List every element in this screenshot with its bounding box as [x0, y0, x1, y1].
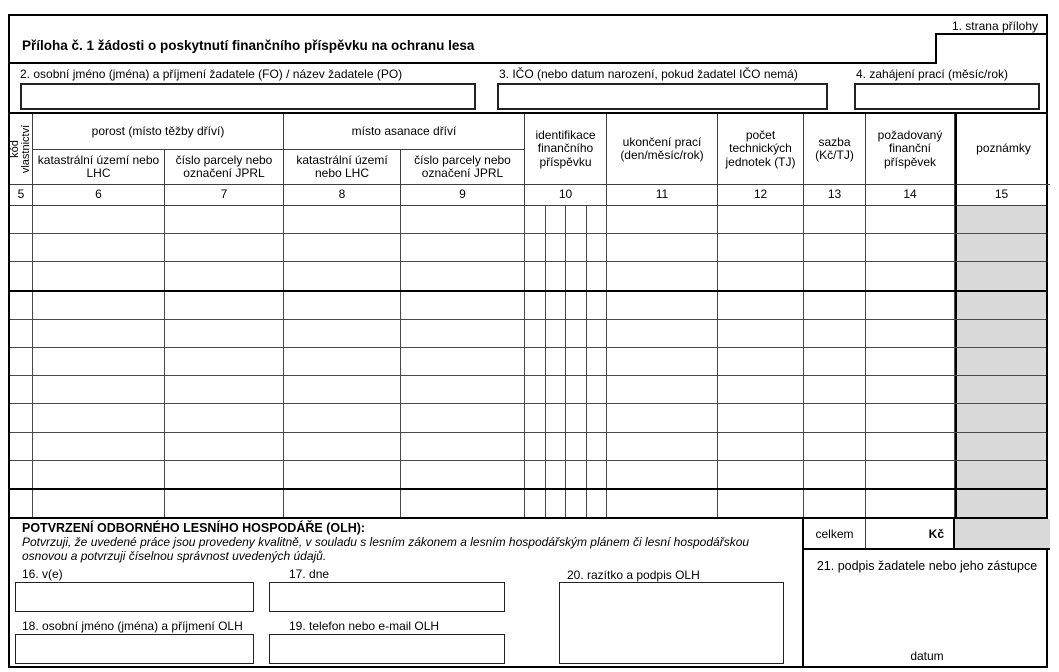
- table-cell[interactable]: [587, 433, 608, 460]
- table-cell[interactable]: [401, 206, 525, 233]
- table-cell[interactable]: [607, 292, 718, 319]
- table-cell[interactable]: [804, 490, 866, 517]
- table-cell[interactable]: [165, 292, 284, 319]
- form-page: [8, 14, 1048, 668]
- table-row: [10, 234, 1046, 262]
- header-group-porost: porost (místo těžby dříví): [33, 114, 284, 150]
- table-cell[interactable]: [546, 234, 567, 261]
- table-cell[interactable]: [587, 206, 608, 233]
- col-number: 10: [525, 185, 607, 206]
- table-cell[interactable]: [587, 490, 608, 517]
- table-cell[interactable]: [401, 433, 525, 460]
- table-cell[interactable]: [546, 320, 567, 347]
- olh-contact-field[interactable]: [269, 634, 505, 664]
- table-cell[interactable]: [718, 348, 804, 375]
- header-col11-ukonceni: ukončení prací (den/měsíc/rok): [607, 114, 718, 185]
- totals-currency-label: Kč: [866, 519, 955, 548]
- table-cell[interactable]: [607, 320, 718, 347]
- table-cell[interactable]: [401, 490, 525, 517]
- table-cell[interactable]: [546, 490, 567, 517]
- table-cell[interactable]: [566, 490, 587, 517]
- table-cell[interactable]: [165, 404, 284, 431]
- table-cell[interactable]: [546, 404, 567, 431]
- table-row: [10, 404, 1046, 432]
- table-cell[interactable]: [284, 348, 401, 375]
- table-cell[interactable]: [284, 206, 401, 233]
- table-cell[interactable]: [607, 433, 718, 460]
- ico-label: 3. IČO (nebo datum narození, pokud žadatel IČO nemá): [499, 67, 798, 81]
- table-cell[interactable]: [33, 433, 165, 460]
- work-start-field[interactable]: [854, 83, 1040, 110]
- table-cell[interactable]: [165, 376, 284, 403]
- table-cell[interactable]: [10, 433, 33, 460]
- table-cell[interactable]: [284, 292, 401, 319]
- table-cell-poznamky: [955, 234, 1046, 261]
- table-cell-poznamky: [955, 292, 1046, 319]
- table-cell[interactable]: [33, 348, 165, 375]
- table-cell[interactable]: [33, 376, 165, 403]
- table-cell[interactable]: [566, 348, 587, 375]
- ico-field[interactable]: [497, 83, 828, 110]
- table-cell[interactable]: [587, 461, 608, 488]
- header-col13-sazba: sazba (Kč/TJ): [804, 114, 866, 185]
- totals-row: [804, 519, 1050, 550]
- table-cell[interactable]: [284, 490, 401, 517]
- col-number: 12: [718, 185, 804, 206]
- table-cell[interactable]: [804, 376, 866, 403]
- table-cell[interactable]: [401, 262, 525, 289]
- table-cell[interactable]: [165, 461, 284, 488]
- table-cell[interactable]: [546, 461, 567, 488]
- applicant-section: [10, 64, 1046, 114]
- table-row: [10, 461, 1046, 490]
- table-cell[interactable]: [866, 292, 955, 319]
- col-number: 6: [33, 185, 165, 206]
- table-cell[interactable]: [718, 461, 804, 488]
- header-col7-parcela: číslo parcely nebo označení JPRL: [165, 150, 284, 185]
- table-cell[interactable]: [587, 292, 608, 319]
- table-cell[interactable]: [587, 404, 608, 431]
- olh-heading: POTVRZENÍ ODBORNÉHO LESNÍHO HOSPODÁŘE (OLH):: [22, 521, 366, 535]
- table-cell[interactable]: [587, 234, 608, 261]
- header-group-asanace: místo asanace dříví: [284, 114, 525, 150]
- table-cell[interactable]: [718, 234, 804, 261]
- table-cell[interactable]: [10, 461, 33, 488]
- table-row: [10, 490, 1046, 517]
- table-cell[interactable]: [525, 461, 546, 488]
- table-cell[interactable]: [525, 262, 546, 289]
- table-cell[interactable]: [165, 433, 284, 460]
- stamp-signature-field[interactable]: [559, 582, 784, 664]
- table-cell[interactable]: [284, 461, 401, 488]
- table-cell[interactable]: [804, 292, 866, 319]
- table-cell[interactable]: [566, 292, 587, 319]
- place-field[interactable]: [15, 582, 254, 612]
- table-cell[interactable]: [525, 490, 546, 517]
- table-cell[interactable]: [525, 320, 546, 347]
- table-row: [10, 348, 1046, 376]
- table-row: [10, 320, 1046, 348]
- table-cell[interactable]: [718, 206, 804, 233]
- table-cell[interactable]: [566, 376, 587, 403]
- table-cell[interactable]: [718, 490, 804, 517]
- table-cell[interactable]: [10, 262, 33, 289]
- col-number: 8: [284, 185, 401, 206]
- table-cell[interactable]: [607, 490, 718, 517]
- header-col9-parcela: číslo parcely nebo označení JPRL: [401, 150, 525, 185]
- table-cell[interactable]: [546, 262, 567, 289]
- col-number: 14: [866, 185, 955, 206]
- table-cell[interactable]: [718, 433, 804, 460]
- col-number: 5: [10, 185, 33, 206]
- table-cell[interactable]: [718, 262, 804, 289]
- applicant-name-label: 2. osobní jméno (jména) a příjmení žadatele (FO) / název žadatele (PO): [20, 67, 403, 81]
- col-number: 15: [955, 185, 1046, 206]
- table-row: [10, 206, 1046, 234]
- header-col14-prispevek: požadovaný finanční příspěvek: [866, 114, 955, 185]
- table-cell[interactable]: [165, 262, 284, 289]
- table-cell-poznamky: [955, 262, 1046, 289]
- olh-statement: Potvrzuji, že uvedené práce jsou provedeny kvalitně, v souladu s lesním zákonem a lesním hospodářským plánem či lesní hospodářskou osnovou a potvrzuji číselnou správnost uvedených údajů.: [22, 535, 750, 563]
- table-cell[interactable]: [866, 404, 955, 431]
- stamp-signature-label: 20. razítko a podpis OLH: [567, 568, 700, 582]
- date-label: 17. dne: [289, 567, 330, 581]
- table-cell[interactable]: [33, 234, 165, 261]
- table-cell[interactable]: [525, 376, 546, 403]
- table-row: [10, 433, 1046, 461]
- table-cell-poznamky: [955, 376, 1046, 403]
- table-cell[interactable]: [866, 376, 955, 403]
- table-cell[interactable]: [284, 376, 401, 403]
- header-col6-katastr: katastrální území nebo LHC: [33, 150, 165, 185]
- table-cell[interactable]: [587, 348, 608, 375]
- table-cell[interactable]: [33, 490, 165, 517]
- table-cell[interactable]: [866, 206, 955, 233]
- table-cell[interactable]: [525, 404, 546, 431]
- table-cell[interactable]: [866, 262, 955, 289]
- table-cell[interactable]: [10, 348, 33, 375]
- place-label: 16. v(e): [22, 567, 63, 581]
- table-cell-poznamky: [955, 490, 1046, 517]
- table-cell-poznamky: [955, 320, 1046, 347]
- table-cell[interactable]: [566, 206, 587, 233]
- title-section: [10, 16, 1046, 64]
- table-cell[interactable]: [165, 320, 284, 347]
- table-cell[interactable]: [718, 376, 804, 403]
- olh-name-label: 18. osobní jméno (jména) a příjmení OLH: [22, 619, 243, 633]
- table-cell[interactable]: [401, 376, 525, 403]
- col-number: 7: [165, 185, 284, 206]
- table-cell[interactable]: [525, 348, 546, 375]
- table-cell[interactable]: [401, 320, 525, 347]
- table-cell[interactable]: [866, 433, 955, 460]
- table-cell[interactable]: [607, 404, 718, 431]
- table-cell[interactable]: [866, 348, 955, 375]
- header-ownership-code: kód vlastnictví: [10, 114, 33, 185]
- table-cell[interactable]: [401, 404, 525, 431]
- table-cell[interactable]: [525, 234, 546, 261]
- table-cell[interactable]: [284, 320, 401, 347]
- table-cell[interactable]: [284, 262, 401, 289]
- table-cell[interactable]: [284, 404, 401, 431]
- table-cell[interactable]: [587, 262, 608, 289]
- date-field[interactable]: [269, 582, 505, 612]
- table-cell[interactable]: [866, 234, 955, 261]
- totals-shaded-cell: [955, 519, 1050, 548]
- table-cell[interactable]: [587, 320, 608, 347]
- table-cell[interactable]: [804, 461, 866, 488]
- page-number-field[interactable]: [935, 33, 1046, 64]
- table-cell[interactable]: [566, 262, 587, 289]
- table-cell[interactable]: [10, 404, 33, 431]
- table-cell[interactable]: [165, 490, 284, 517]
- table-cell[interactable]: [401, 234, 525, 261]
- table-cell[interactable]: [718, 404, 804, 431]
- table-cell-poznamky: [955, 433, 1046, 460]
- table-cell[interactable]: [607, 461, 718, 488]
- table-body: [10, 206, 1046, 517]
- table-cell[interactable]: [804, 348, 866, 375]
- table-cell[interactable]: [566, 461, 587, 488]
- table-cell[interactable]: [607, 376, 718, 403]
- table-cell[interactable]: [33, 404, 165, 431]
- table-cell[interactable]: [165, 206, 284, 233]
- header-col12-jednotky: počet technických jednotek (TJ): [718, 114, 804, 185]
- table-cell[interactable]: [33, 320, 165, 347]
- table-cell[interactable]: [607, 234, 718, 261]
- olh-name-field[interactable]: [15, 634, 254, 664]
- header-col15-poznamky: poznámky: [955, 114, 1050, 185]
- table-cell[interactable]: [566, 404, 587, 431]
- page-number-label: 1. strana přílohy: [951, 19, 1038, 33]
- table-cell-poznamky: [955, 404, 1046, 431]
- table-cell[interactable]: [401, 292, 525, 319]
- table-cell[interactable]: [866, 490, 955, 517]
- table-cell[interactable]: [566, 234, 587, 261]
- table-cell[interactable]: [10, 376, 33, 403]
- table-cell[interactable]: [10, 206, 33, 233]
- table-cell[interactable]: [866, 461, 955, 488]
- table-cell[interactable]: [607, 348, 718, 375]
- table-row: [10, 376, 1046, 404]
- table-cell-poznamky: [955, 206, 1046, 233]
- table-cell[interactable]: [587, 376, 608, 403]
- table-cell[interactable]: [525, 433, 546, 460]
- table-cell[interactable]: [718, 320, 804, 347]
- table-cell[interactable]: [718, 292, 804, 319]
- col-number: 11: [607, 185, 718, 206]
- table-row: [10, 292, 1046, 320]
- table-cell[interactable]: [566, 320, 587, 347]
- table-cell[interactable]: [546, 433, 567, 460]
- table-cell[interactable]: [607, 262, 718, 289]
- table-cell[interactable]: [10, 490, 33, 517]
- table-cell[interactable]: [165, 348, 284, 375]
- table-cell[interactable]: [165, 234, 284, 261]
- column-numbers-row: [10, 185, 1046, 206]
- table-cell[interactable]: [566, 433, 587, 460]
- olh-contact-label: 19. telefon nebo e-mail OLH: [289, 619, 440, 633]
- applicant-signature-label: 21. podpis žadatele nebo jeho zástupce: [816, 559, 1038, 573]
- table-cell[interactable]: [33, 461, 165, 488]
- table-cell[interactable]: [804, 404, 866, 431]
- col-number: 9: [401, 185, 525, 206]
- olh-section: [10, 519, 804, 668]
- totals-celkem-label: celkem: [804, 519, 866, 548]
- page-title: Příloha č. 1 žádosti o poskytnutí finančního příspěvku na ochranu lesa: [22, 38, 475, 53]
- table-cell[interactable]: [401, 348, 525, 375]
- table-cell[interactable]: [401, 461, 525, 488]
- table-cell[interactable]: [546, 376, 567, 403]
- table-cell[interactable]: [804, 433, 866, 460]
- table-cell[interactable]: [33, 262, 165, 289]
- table-cell[interactable]: [804, 234, 866, 261]
- table-cell[interactable]: [10, 320, 33, 347]
- table-cell[interactable]: [866, 320, 955, 347]
- table-cell[interactable]: [804, 262, 866, 289]
- table-cell[interactable]: [546, 292, 567, 319]
- table-cell[interactable]: [33, 206, 165, 233]
- table-cell-poznamky: [955, 461, 1046, 488]
- table-cell[interactable]: [10, 292, 33, 319]
- table-cell[interactable]: [33, 292, 165, 319]
- table-row: [10, 262, 1046, 291]
- datum-label: datum: [910, 649, 944, 663]
- applicant-signature-section[interactable]: [804, 550, 1050, 668]
- table-cell[interactable]: [284, 234, 401, 261]
- table-cell[interactable]: [804, 206, 866, 233]
- table-cell[interactable]: [525, 206, 546, 233]
- table-cell[interactable]: [546, 348, 567, 375]
- table-cell[interactable]: [284, 433, 401, 460]
- header-col10-identifikace: identifikace finančního příspěvku: [525, 114, 607, 185]
- work-start-label: 4. zahájení prací (měsíc/rok): [856, 67, 1009, 81]
- applicant-name-field[interactable]: [20, 83, 476, 110]
- table-cell[interactable]: [546, 206, 567, 233]
- table-cell-poznamky: [955, 348, 1046, 375]
- table-cell[interactable]: [607, 206, 718, 233]
- table-cell[interactable]: [10, 234, 33, 261]
- header-col8-katastr: katastrální území nebo LHC: [284, 150, 401, 185]
- table-cell[interactable]: [804, 320, 866, 347]
- col-number: 13: [804, 185, 866, 206]
- table-cell[interactable]: [525, 292, 546, 319]
